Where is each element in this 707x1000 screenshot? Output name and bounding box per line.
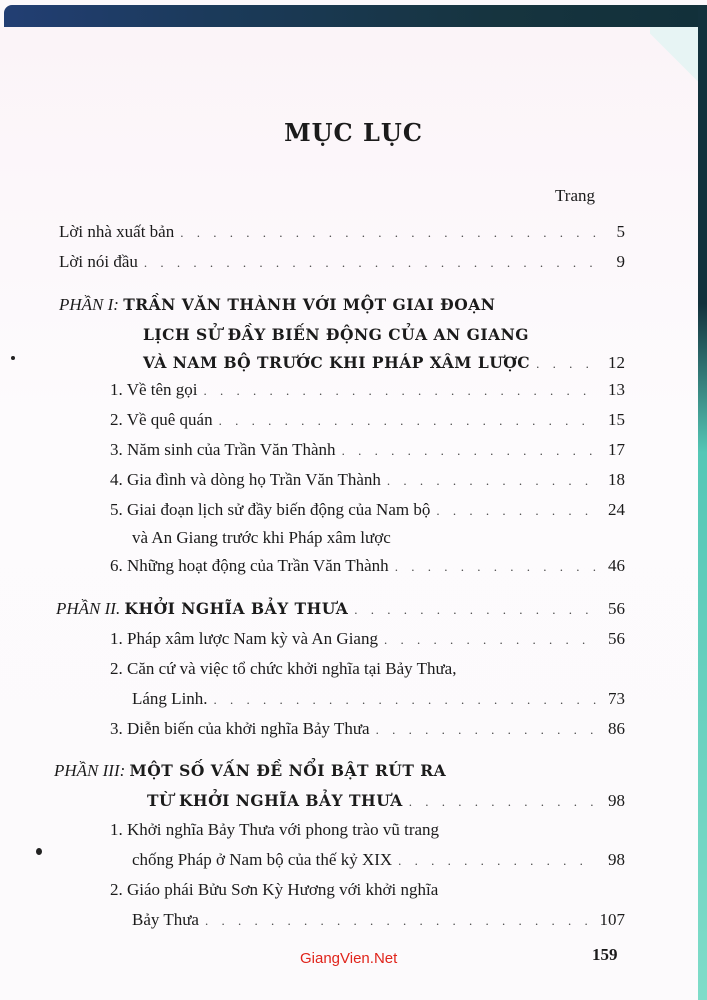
part-heading[interactable] — [54, 761, 446, 781]
part-title-line: KHỞI NGHĨA BẢY THƯA — [124, 599, 349, 618]
toc-section-label: chống Pháp ở Nam bộ của thế kỷ XIX — [132, 850, 393, 869]
toc-section-label: 4. Gia đình và dòng họ Trần Văn Thành — [110, 470, 381, 489]
toc-section-page: 56 — [608, 629, 625, 648]
toc-section-label: 1. Về tên gọi — [110, 380, 198, 399]
toc-section[interactable] — [110, 629, 625, 649]
dot-leader — [204, 383, 597, 399]
dot-leader — [384, 632, 597, 648]
dot-leader — [205, 913, 594, 929]
toc-section[interactable]: 2. Giáo phái Bửu Sơn Kỳ Hương với khởi nghĩa — [110, 880, 439, 899]
toc-entry-page: 9 — [616, 252, 625, 271]
part-heading[interactable] — [56, 599, 625, 619]
part-prefix: PHẦN III: — [54, 761, 126, 780]
toc-entry[interactable] — [59, 252, 625, 272]
part-title-line: LỊCH SỬ ĐẦY BIẾN ĐỘNG CỦA AN GIANG — [143, 325, 530, 344]
dot-leader — [436, 503, 597, 519]
toc-entry-page: 12 — [608, 353, 625, 372]
toc-section[interactable]: 2. Căn cứ và việc tổ chức khởi nghĩa tại Bảy Thưa, — [110, 659, 457, 678]
dot-leader — [376, 722, 597, 738]
toc-section-page: 46 — [608, 556, 625, 575]
toc-section-page: 73 — [608, 689, 625, 708]
part-heading[interactable] — [59, 295, 495, 315]
dot-leader — [354, 602, 597, 618]
speck — [11, 356, 15, 360]
dot-leader — [409, 794, 597, 810]
page-number: 159 — [592, 945, 618, 964]
toc-section[interactable] — [110, 470, 625, 490]
part-heading-label — [56, 599, 348, 619]
toc-section-continuation: và An Giang trước khi Pháp xâm lược — [132, 528, 391, 547]
toc-section-page: 98 — [608, 850, 625, 869]
toc-section-page: 86 — [608, 719, 625, 738]
toc-section-page: 13 — [608, 380, 625, 399]
dot-leader — [395, 559, 597, 575]
dot-leader — [342, 443, 597, 459]
toc-section-label: 2. Về quê quán — [110, 410, 213, 429]
toc-section[interactable] — [110, 380, 625, 400]
toc-section-label: 1. Pháp xâm lược Nam kỳ và An Giang — [110, 629, 378, 648]
toc-section-page: 15 — [608, 410, 625, 429]
toc-section[interactable] — [110, 500, 625, 520]
toc-section-continuation[interactable] — [132, 689, 625, 709]
toc-section[interactable] — [110, 410, 625, 430]
toc-section-page: 17 — [608, 440, 625, 459]
toc-entry[interactable] — [59, 222, 625, 242]
toc-entry-page: 98 — [608, 791, 625, 810]
dot-leader — [398, 853, 597, 869]
speck — [36, 848, 42, 855]
toc-section-label: 3. Năm sinh của Trần Văn Thành — [110, 440, 336, 459]
toc-entry-page: 56 — [608, 599, 625, 618]
part-title-last-line[interactable] — [143, 353, 625, 373]
watermark: GiangVien.Net — [300, 950, 398, 967]
toc-entry-label: Lời nhà xuất bản — [59, 222, 175, 241]
page-corner-fold — [650, 27, 698, 87]
part-title-last-line[interactable] — [147, 791, 625, 811]
toc-section-label: 6. Những hoạt động của Trần Văn Thành — [110, 556, 389, 575]
toc-entry-page: 5 — [616, 222, 625, 241]
toc-section[interactable] — [110, 719, 625, 739]
toc-section-page: 107 — [599, 910, 625, 929]
toc-entry-label: Lời nói đầu — [59, 252, 138, 271]
dot-leader — [214, 692, 597, 708]
toc-section-label: Bảy Thưa — [132, 910, 199, 929]
part-prefix: PHẦN I: — [59, 295, 119, 314]
part-title-line: TRẦN VĂN THÀNH VỚI MỘT GIAI ĐOẠN — [123, 295, 496, 314]
part-title-line: VÀ NAM BỘ TRƯỚC KHI PHÁP XÂM LƯỢC — [143, 353, 531, 372]
part-title-line: MỘT SỐ VẤN ĐỀ NỔI BẬT RÚT RA — [129, 761, 447, 780]
toc-section[interactable] — [110, 440, 625, 460]
page-column-header: Trang — [555, 186, 595, 205]
toc-section-page: 18 — [608, 470, 625, 489]
dot-leader — [144, 255, 597, 271]
dot-leader — [180, 225, 597, 241]
part-title-continuation — [143, 325, 529, 345]
binder-edge-right — [698, 5, 707, 1000]
binder-edge-top — [4, 5, 707, 27]
dot-leader — [387, 473, 597, 489]
toc-section-label: 3. Diễn biến của khởi nghĩa Bảy Thưa — [110, 719, 370, 738]
page-title: MỤC LỤC — [284, 118, 423, 147]
dot-leader — [536, 356, 597, 372]
part-title-line: TỪ KHỞI NGHĨA BẢY THƯA — [147, 791, 403, 810]
toc-section-label: Láng Linh. — [132, 689, 208, 708]
toc-section[interactable]: 1. Khởi nghĩa Bảy Thưa với phong trào vũ trang — [110, 820, 440, 839]
toc-section-label: 5. Giai đoạn lịch sử đầy biến động của Nam bộ — [110, 500, 431, 519]
toc-section-continuation[interactable] — [132, 910, 625, 930]
dot-leader — [219, 413, 597, 429]
part-prefix: PHẦN II. — [56, 599, 121, 618]
toc-section[interactable] — [110, 556, 625, 576]
toc-section-page: 24 — [608, 500, 625, 519]
toc-section-continuation[interactable] — [132, 850, 625, 870]
